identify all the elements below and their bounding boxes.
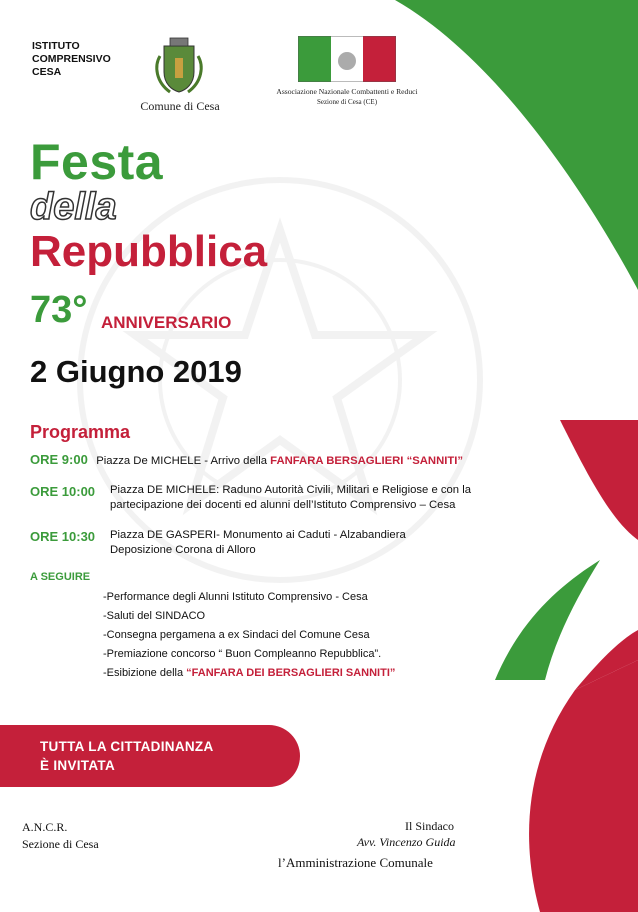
program-heading: Programma <box>30 422 131 442</box>
footer-mayor-name: Avv. Vincenzo Guida <box>357 835 456 849</box>
ancr-logo-icon <box>298 36 396 82</box>
flag-green-swoosh <box>495 560 600 680</box>
event-text: Piazza DE GASPERI- Monumento ai Caduti - Alzabandiera Deposizione Corona di Alloro <box>110 529 406 556</box>
ancr-section: Sezione di Cesa (CE) <box>316 98 378 106</box>
event-time: ORE 9:00 <box>30 452 88 467</box>
list-item: -Premiazione concorso “ Buon Compleanno Repubblica”. <box>103 648 382 660</box>
school-name: ISTITUTO COMPRENSIVO CESA <box>32 40 111 78</box>
event-row <box>30 451 463 469</box>
list-item: -Saluti del SINDACO <box>103 610 206 622</box>
event-time-row <box>30 528 95 546</box>
event-date: 2 Giugno 2019 <box>30 354 242 389</box>
anniversary-label: ANNIVERSARIO <box>101 313 232 332</box>
event-time: ORE 10:00 <box>30 484 96 499</box>
event-highlight: FANFARA BERSAGLIERI “SANNITI” <box>270 455 464 467</box>
invite-text: TUTTA LA CITTADINANZA È INVITATA <box>40 739 214 773</box>
event-text: Piazza De MICHELE - Arrivo della <box>96 455 271 467</box>
following-heading: A SEGUIRE <box>30 571 91 583</box>
footer-ancr-section: Sezione di Cesa <box>22 837 99 851</box>
title-festa: Festa <box>30 134 164 190</box>
flag-red-bottom <box>529 660 638 912</box>
comune-label: Comune di Cesa <box>140 99 220 113</box>
list-item: -Consegna pergamena a ex Sindaci del Comune Cesa <box>103 629 370 641</box>
title-della: della <box>30 186 117 228</box>
footer-administration: l’Amministrazione Comunale <box>278 855 433 870</box>
list-item: -Performance degli Alunni Istituto Comprensivo - Cesa <box>103 591 368 603</box>
comune-crest-icon <box>150 36 208 98</box>
anniversary-number: 73° <box>30 289 88 331</box>
footer-mayor-title: Il Sindaco <box>405 819 454 833</box>
event-time-row <box>30 483 95 501</box>
ancr-name: Associazione Nazionale Combattenti e Reduci <box>276 87 418 96</box>
event-time: ORE 10:30 <box>30 529 96 544</box>
footer-ancr: A.N.C.R. <box>22 820 68 834</box>
title-repubblica: Repubblica <box>30 227 268 276</box>
list-item: -Esibizione della “FANFARA DEI BERSAGLIERI SANNITI” <box>103 667 396 679</box>
event-text: Piazza DE MICHELE: Raduno Autorità Civili, Militari e Religiose e con la partecipazione dei docenti ed alunni dell’Istituto Comprensivo – Cesa <box>110 484 472 511</box>
